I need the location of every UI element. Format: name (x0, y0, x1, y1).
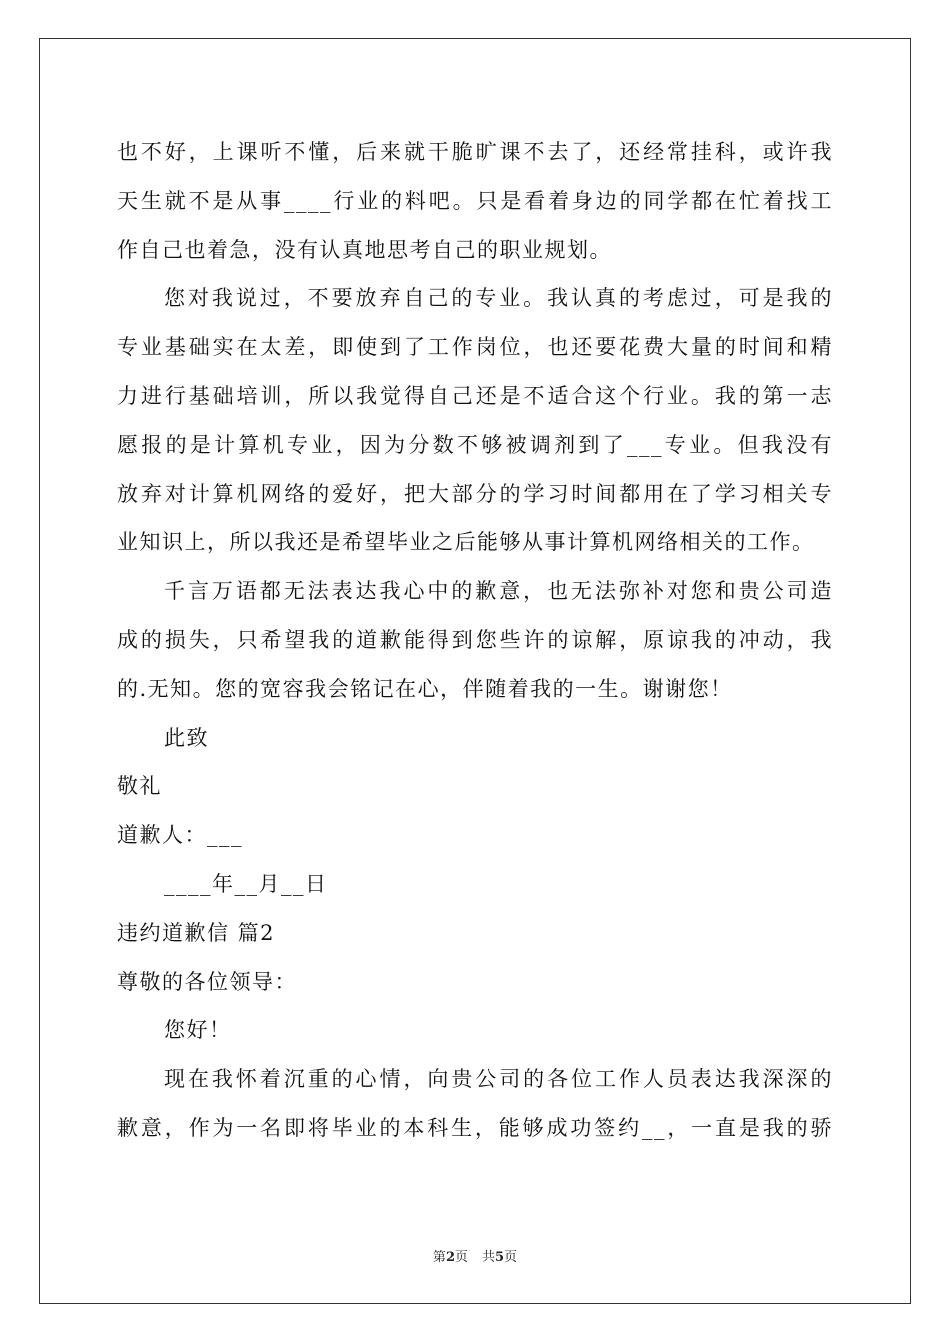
text-line: 成的损失，只希望我的道歉能得到您些许的谅解，原谅我的冲动，我 (117, 627, 833, 652)
signature-line: 道歉人：___ (117, 823, 243, 848)
section-title: 违约道歉信 篇2 (117, 920, 276, 945)
text-line: 业知识上，所以我还是希望毕业之后能够从事计算机网络相关的工作。 (117, 530, 815, 555)
text-line: 愿报的是计算机专业，因为分数不够被调剂到了___专业。但我没有 (117, 432, 833, 457)
paragraph-start-line: 千言万语都无法表达我心中的歉意，也无法弥补对您和贵公司造 (164, 579, 833, 604)
page-number-current: 2 (445, 1250, 455, 1265)
closing-regards: 敬礼 (117, 774, 162, 799)
document-body (117, 128, 833, 1153)
page-footer (0, 1246, 950, 1265)
text-line: 放弃对计算机网络的爱好，把大部分的学习时间都用在了学习相关专 (117, 481, 833, 506)
letter-salutation: 尊敬的各位领导： (117, 969, 297, 994)
date-line: ____年__月__日 (164, 871, 328, 896)
total-pages-suffix: 页 (504, 1250, 518, 1265)
text-line: 专业基础实在太差，即使到了工作岗位，也还要花费大量的时间和精 (117, 335, 833, 360)
text-line: 天生就不是从事____行业的料吧。只是看着身边的同学都在忙着找工 (117, 188, 833, 213)
page-number-suffix: 页 (454, 1250, 468, 1265)
total-pages-count: 5 (495, 1250, 505, 1265)
text-line: 作自己也着急，没有认真地思考自己的职业规划。 (117, 237, 612, 262)
text-line: 力进行基础培训，所以我觉得自己还是不适合这个行业。我的第一志 (117, 383, 833, 408)
text-line: 的.无知。您的宽容我会铭记在心，伴随着我的一生。谢谢您！ (117, 676, 733, 701)
text-line: 也不好，上课听不懂，后来就干脆旷课不去了，还经常挂科，或许我 (117, 140, 833, 164)
paragraph-start-line: 您对我说过，不要放弃自己的专业。我认真的考虑过，可是我的 (164, 286, 833, 311)
closing-salutation: 此致 (164, 725, 209, 750)
greeting-line: 您好！ (164, 1018, 232, 1043)
page-number-prefix: 第 (432, 1250, 446, 1265)
paragraph-start-line: 现在我怀着沉重的心情，向贵公司的各位工作人员表达我深深的 (164, 1067, 833, 1092)
text-line: 歉意，作为一名即将毕业的本科生，能够成功签约__，一直是我的骄 (117, 1115, 833, 1140)
total-pages-prefix: 共 (482, 1250, 496, 1265)
